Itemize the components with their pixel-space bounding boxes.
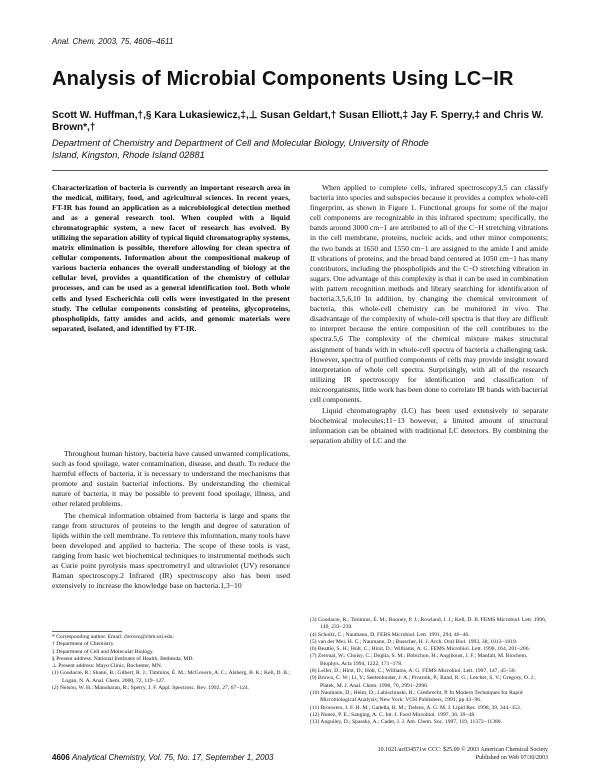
- body-paragraph: The chemical information obtained from bacteria is large and spans the range from structures of proteins to the length and degree of saturation of lipids within the cell membrane. To retrieve this information, many tools have been developed and applied to bacteria. The scope of these tools is vast, ranging from basic wet biochemical techniques to instrumental methods such as Curie point pyrolysis mass spectrometry1 and ultraviolet (UV) resonance Raman spectroscopy.2 Infrared (IR) spectroscopy also has been used extensively to increase the knowledge base on bacteria.1,3−10: [52, 510, 290, 591]
- references-right: [310, 617, 548, 726]
- reference-item: (3) Goodacre, R.; Timmins, É. M.; Rooney, P. J.; Rowland, J. J.; Kell, D. B. FEMS Microbiol. Lett. 1996, 140, 233−239.: [310, 617, 547, 631]
- reference-item: (10) Naumann, D.; Helm, D.; Labischinski, H.; Giesbrecht, P. In Modern Techniques for Rapid Microbiological Analysis; New York: VCH Publishers, 1991; pp 43−96.: [310, 689, 523, 704]
- running-head: Anal. Chem. 2003, 75, 4606–4611: [52, 37, 174, 46]
- reference-item: (6) Beattie, S. H.; Holt, C.; Hirst, D.; Williams, A. G. FEMS Microbiol. Lett. 1998, 164, 201−206.: [310, 646, 530, 653]
- footnote: † Department of Chemistry.: [52, 641, 115, 648]
- footer-left: [52, 753, 273, 762]
- reference-item: (12) Nunez, P. E.; Sanging, A. C. Int. J. Food Microbiol. 1997, 36, 39−48.: [310, 711, 476, 718]
- body-right-column: [310, 183, 548, 447]
- footnote-rule: [52, 631, 122, 632]
- reference-item: (1) Goodacre, R.; Shann, B.; Gilbert, R. J.; Timmins, É. M.; McGovern, A. C.; Alsberg, B. K.; Kell, D. B.; Logan, N. A. Anal. Chem. 2000, 72, 119−127.: [52, 670, 290, 684]
- footnote: § Present address: National Institutes of Health, Bethesda, MD.: [52, 655, 194, 662]
- paper-title: Analysis of Microbial Components Using LC−IR: [52, 68, 514, 90]
- doi-line: 10.1021/ac034571w CCC: $25.00 © 2003 American Chemical Society: [377, 747, 548, 753]
- affiliation: Department of Chemistry and Department of Cell and Molecular Biology, University of Rhode Island, Kingston, Rhode Island 02881: [52, 138, 429, 160]
- author-list: Scott W. Huffman,†,§ Kara Lukasiewicz,‡,⊥ Susan Geldart,† Susan Elliott,‡ Jay F. Sperry,‡ and Chris W. Brown*,†: [52, 110, 544, 133]
- body-paragraph: Throughout human history, bacteria have caused unwanted complications, such as food spoilage, water contamination, disease, and death. To reduce the harmful effects of bacteria, it is necessary to understand the mechanisms that promote and sustain bacterial infections. By understanding the chemical nature of bacteria, it may be possible to prevent food spoilage, illness, and other related problems.: [52, 449, 290, 509]
- reference-item: (5) van der Mei, H. C.; Naumann, D.; Busscher, H. J. Arch. Oral Biol. 1993, 38, 1013−1019.: [310, 638, 518, 645]
- footnote: ‡ Department of Cell and Molecular Biology.: [52, 648, 154, 655]
- reference-item: (7) Zeroual, W.; Choisy, C.; Doglia, S. M.; Bobichon, H.; Angiboust, J. F.; Manfait, M. Biochem. Biophys. Acta 1994, 1222, 171−178.: [310, 653, 528, 667]
- footnote: * Corresponding author. Email: cbrown@chm.uri.edu.: [52, 634, 174, 640]
- footnotes: [52, 631, 290, 692]
- footnote: ⊥ Present address: Mayo Clinic, Rochester, MN.: [52, 663, 163, 670]
- reference-item: (4) Schultz, C.; Naumann, D. FEBS Microbiol. Lett. 1991, 294, 46−46.: [310, 631, 470, 638]
- reference-item: (2) Nelson, W. H.; Manoharan, R.; Sperry, J. F. Appl. Spectrosc. Rev. 1992, 27, 67−124.: [52, 685, 250, 692]
- body-paragraph: When applied to complete cells, infrared spectroscopy3,5 can classify bacteria into species and subspecies because it provides a complex whole-cell fingerprint, as shown in Figure 1. Functional groups for some of the major cell components are recognizable in this infrared spectrum; specifically, the bands around 3000 cm−1 are attributed to all of the C−H stretching vibrations in the cell membrane, proteins, nucleic acids, and other minor components; the two bands at 1650 and 1550 cm−1 are assigned to the amide I and amide II vibrations of proteins, and the broad band centered at 1050 cm−1 has many contributors, including the phospholipids and the C−O stretching vibration in sugars. One advantage of this complexity is that it can be used in combination with pattern recognition methods and library searching for identification of bacteria.3,5,6,10 In addition, by changing the chemical environment of bacteria, this whole-cell chemistry can be monitored in vivo. The disadvantage of the complexity of whole-cell spectra is that they are difficult to interpret because the entire composition of the cell contributes to the spectra.5,6 The complexity of the chemical mixture makes structural assignment of bands with in whole-cell spectra of bacteria a challenging task. However, spectra of purified components of cells may provide insight toward interpretation of whole cell spectra. Surprisingly, with all of the research utilizing IR spectroscopy for identification and classification of microorganisms, little work has been done to correlate IR bands with bacterial cell components.: [310, 183, 548, 404]
- reference-item: (9) Brown, C. W.; Li, Y.; Seelenbinder, J. A.; Pivarnik, P.; Rand, R. G.; Letcher, S. V.; Gregory, O. J.; Platek, M. J. Anal. Chem. 1998, 70, 2991−2996.: [310, 675, 536, 689]
- publication-date: Published on Web 07/30/2003: [475, 754, 548, 761]
- footer-right: [310, 747, 548, 762]
- page-number: 4606: [52, 753, 70, 762]
- reference-item: (13) Anguiley, D.; Spassky, A.; Cadet, J. J. Am. Chem. Soc. 1997, 119, 11373−11380.: [310, 719, 502, 726]
- journal-citation: Analytical Chemistry, Vol. 75, No. 17, September 1, 2003: [72, 753, 274, 762]
- body-left-column: [52, 449, 290, 592]
- header-divider: [52, 170, 548, 171]
- reference-item: (11) Brouwers, J. F. H. M.; Gadella, B. M.; Tielens, A. G. M. J. Lipid Res. 1998, 39, 344−353.: [310, 704, 522, 711]
- body-paragraph: Liquid chromatography (LC) has been used extensively to separate biochemical molecules;11−13 however, a limited amount of structural information can be obtained with traditional LC detectors. By combining the separation ability of LC and the: [310, 406, 548, 446]
- reference-item: (8) Leifer, D.; Hirst, D.; Holt, C.; Williams, A. G. FEMS Microbiol. Lett. 1997, 147, 45−50.: [310, 668, 516, 675]
- abstract: Characterization of bacteria is currently an important research area in the medical, military, food, and agricultural sciences. In recent years, FT-IR has found an application as a microbiological detection method and as a general research tool. When coupled with a liquid chromatographic system, a new facet of research has evolved. By utilizing the separation ability of typical liquid chromatography systems, matrix elimination is possible, therefore allowing for clean spectra of cellular components. Information about the compositional makeup of various bacteria enhances the overall understanding of biology at the cellular level, provides a quantification of the chemistry of cellular processes, and can be used as a general identification tool. Both whole cells and lysed Escherichia coli cells were investigated in the present study. The cellular components consisting of proteins, glycoproteins, phospholipids, fatty amides and acids, and genomic materials were separated, isolated, and identified by FT-IR.: [52, 183, 290, 333]
